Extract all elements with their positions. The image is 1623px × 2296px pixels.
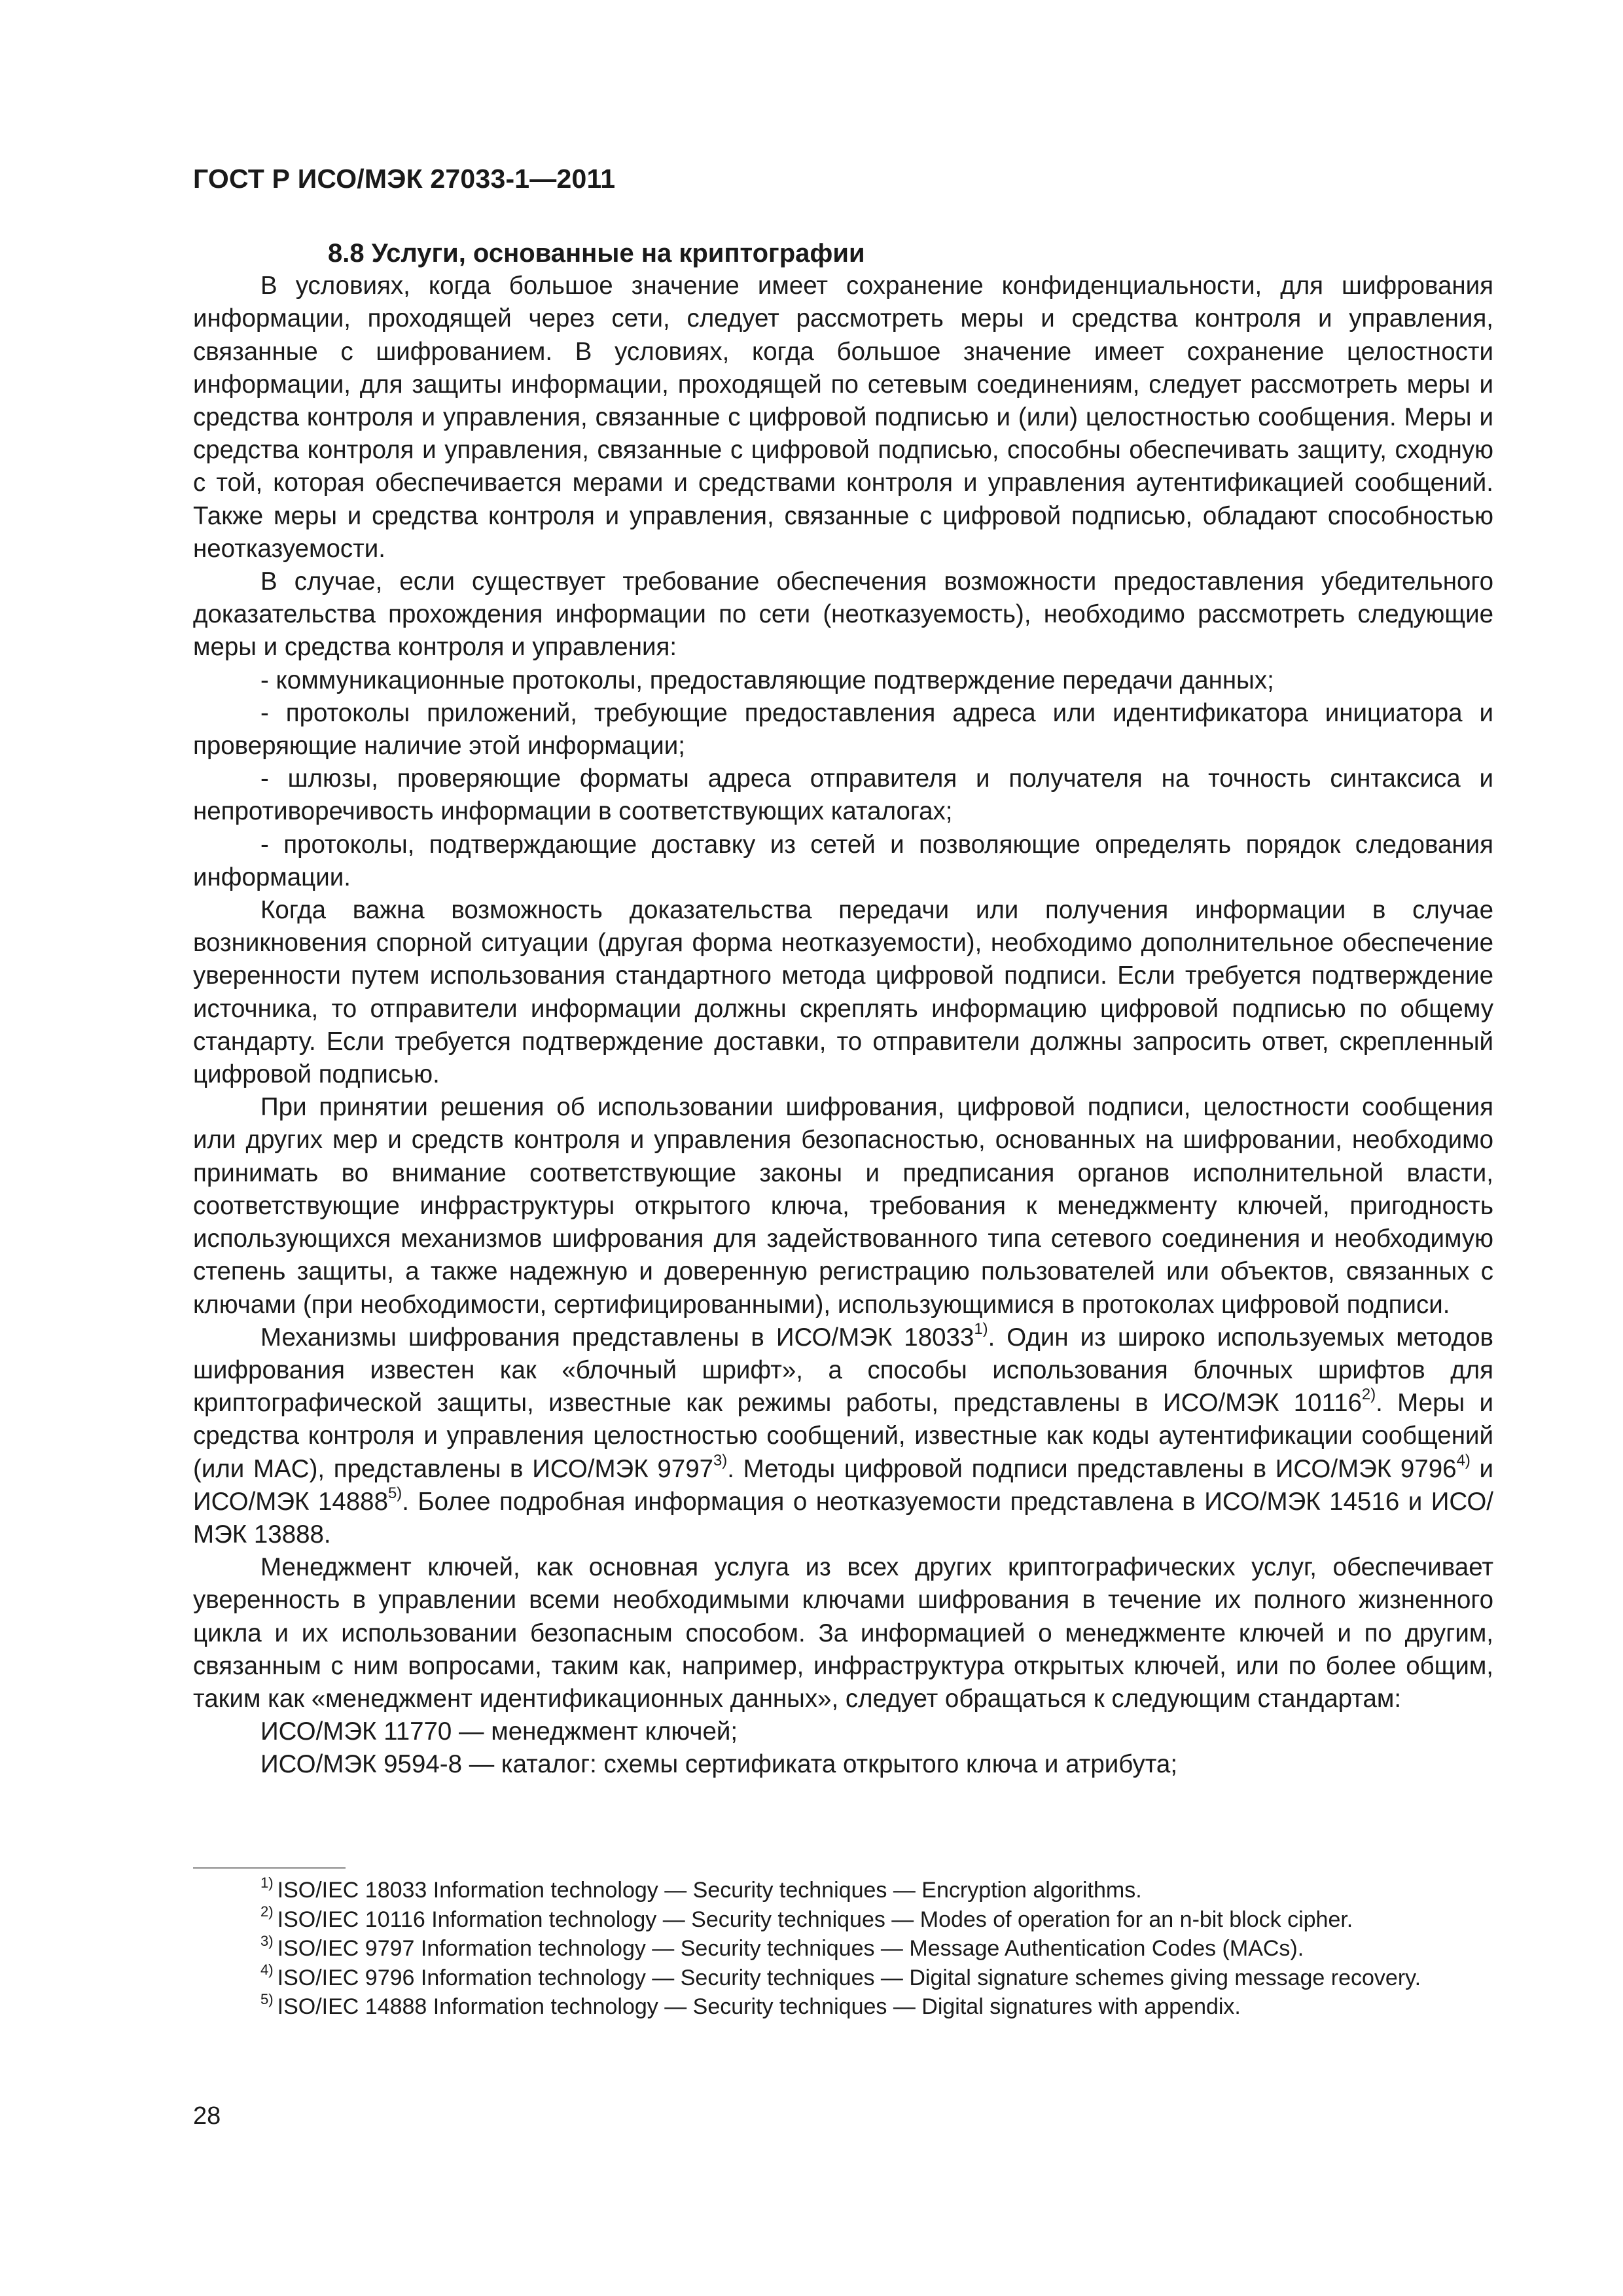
document-header: ГОСТ Р ИСО/МЭК 27033-1—2011 xyxy=(193,164,616,194)
footnote-text: ISO/IEC 10116 Information technology — Security techniques — Modes of operation for an n-bit block cipher. xyxy=(277,1907,1353,1932)
footnote xyxy=(193,1905,1493,1935)
list-item: - протоколы приложений, требующие предоставления адреса или идентификатора инициатора и проверяющие наличие этой информации; xyxy=(193,698,1493,761)
paragraph: В случае, если существует требование обеспечения возможности предоставления убедительного доказательства прохождения информации по сети (неотказуемость), необходимо рассмотреть следующие меры и средства контроля и управления: xyxy=(193,567,1493,662)
list-item: - шлюзы, проверяющие форматы адреса отправителя и получателя на точность синтаксиса и непротиворечивость информации в соответствующих каталогах; xyxy=(193,764,1493,826)
paragraph xyxy=(193,1321,1493,1551)
text-run: и ИСО/МЭК 14888 xyxy=(193,1454,1494,1516)
paragraph: При принятии решения об использовании шифрования, цифровой подписи, целостности сообщения или других мер и средств контроля и управления безопасностью, основанных на шифровании, необходимо принимать во внимание соответствующие законы и предписания органов исполнительной власти, соответствующие инфраструктуры открытого ключа, требования к менеджменту ключей, пригодность использующихся механизмов шифрования для задействованного типа сетевого соединения и необходимую степень защиты, а также надежную и доверенную регистрацию пользователей или объектов, связанных с ключами (при необходимости, сертифицированными), использующимися в протоколах цифровой подписи. xyxy=(193,1093,1493,1319)
list-item: - коммуникационные протоколы, предоставляющие подтверждение передачи данных; xyxy=(260,666,1274,694)
paragraph: Менеджмент ключей, как основная услуга из всех других криптографических услуг, обеспечивает уверенность в управлении всеми необходимыми ключами шифрования в течение их полного жизненного цикла и их использовании безопасным способом. За информацией о менеджменте ключей и по другим, связанным с ним вопросами, таким как, например, инфраструктура открытых ключей, или по более общим, таким как «менеджмент идентификационных данных», следует обращаться к следующим стандартам: xyxy=(193,1553,1493,1713)
footnote xyxy=(193,1934,1493,1964)
footnote xyxy=(193,1876,1493,1905)
footnote-ref: 2) xyxy=(1361,1386,1376,1404)
footnote-text: ISO/IEC 14888 Information technology — Security techniques — Digital signatures with appendix. xyxy=(277,1994,1241,2020)
footnote-text: ISO/IEC 9796 Information technology — Security techniques — Digital signature schemes giving message recovery. xyxy=(277,1965,1421,1990)
paragraph: В условиях, когда большое значение имеет сохранение конфиденциальности, для шифрования информации, проходящей через сети, следует рассмотреть меры и средства контроля и управления, связанные с шифрованием. В условиях, когда большое значение имеет сохранение целостности информации, для защиты информации, проходящей по сетевым соединениям, следует рассмотреть меры и средства контроля и управления, связанные с цифровой подписью и (или) целостностью сообщения. Меры и средства контроля и управления, связанные с цифровой подписью, способны обеспечивать защиту, сходную с той, которая обеспечивается мерами и средствами контроля и управления аутентификацией сообщений. Также меры и средства контроля и управления, связанные с цифровой подписью, обладают способностью неотказуемости. xyxy=(193,272,1493,563)
footnotes xyxy=(193,1876,1493,2022)
text-run: . Методы цифровой подписи представлены в ИСО/МЭК 9796 xyxy=(727,1454,1457,1483)
footnote-text: ISO/IEC 9797 Information technology — Security techniques — Message Authentication Codes (MACs). xyxy=(277,1936,1304,1962)
footnote-mark: 4) xyxy=(260,1962,274,1979)
footnote-mark: 5) xyxy=(260,1990,274,2007)
text-run: . Более подробная информация о неотказуемости представлена в ИСО/МЭК 14516 и ИСО/МЭК 13888. xyxy=(193,1487,1493,1549)
page-number: 28 xyxy=(193,2102,221,2130)
footnote-mark: 3) xyxy=(260,1932,274,1949)
footnote-ref: 3) xyxy=(713,1451,728,1469)
paragraph: Когда важна возможность доказательства передачи или получения информации в случае возникновения спорной ситуации (другая форма неотказуемости), необходимо дополнительное обеспечение уверенности путем использования стандартного метода цифровой подписи. Если требуется подтверждение источника, то отправители информации должны скреплять информацию цифровой подписью по общему стандарту. Если требуется подтверждение доставки, то отправители должны запросить ответ, скрепленный цифровой подписью. xyxy=(193,896,1493,1089)
footnote-text: ISO/IEC 18033 Information technology — Security techniques — Encryption algorithms. xyxy=(277,1878,1142,1903)
footnote-ref: 5) xyxy=(388,1484,402,1502)
text-run: . Меры и средства контроля и управления целостностью сообщений, известные как коды аутентификации сообщений (или MAC), представлены в ИСО/МЭК 9797 xyxy=(193,1389,1493,1483)
footnote-mark: 1) xyxy=(260,1874,274,1891)
text-run: . Один из широко используемых методов шифрования известен как «блочный шрифт», а способы использования блочных шрифтов для криптографической защиты, известные как режимы работы, представлены в ИСО/МЭК 10116 xyxy=(193,1323,1493,1418)
footnote-ref: 4) xyxy=(1456,1451,1471,1469)
footnote xyxy=(193,1964,1493,1993)
standard-item: ИСО/МЭК 11770 — менеджмент ключей; xyxy=(260,1717,738,1746)
footnote-separator xyxy=(193,1867,346,1869)
section-title: 8.8 Услуги, основанные на криптографии xyxy=(328,239,865,268)
footnote xyxy=(193,1992,1493,2022)
footnote-ref: 1) xyxy=(974,1319,988,1338)
footnote-mark: 2) xyxy=(260,1903,274,1920)
list-item: - протоколы, подтверждающие доставку из сетей и позволяющие определять порядок следования информации. xyxy=(193,830,1493,891)
standard-item: ИСО/МЭК 9594-8 — каталог: схемы сертификата открытого ключа и атрибута; xyxy=(260,1750,1178,1779)
text-run: Механизмы шифрования представлены в ИСО/МЭК 18033 xyxy=(260,1323,974,1352)
page-body xyxy=(193,237,1493,1782)
